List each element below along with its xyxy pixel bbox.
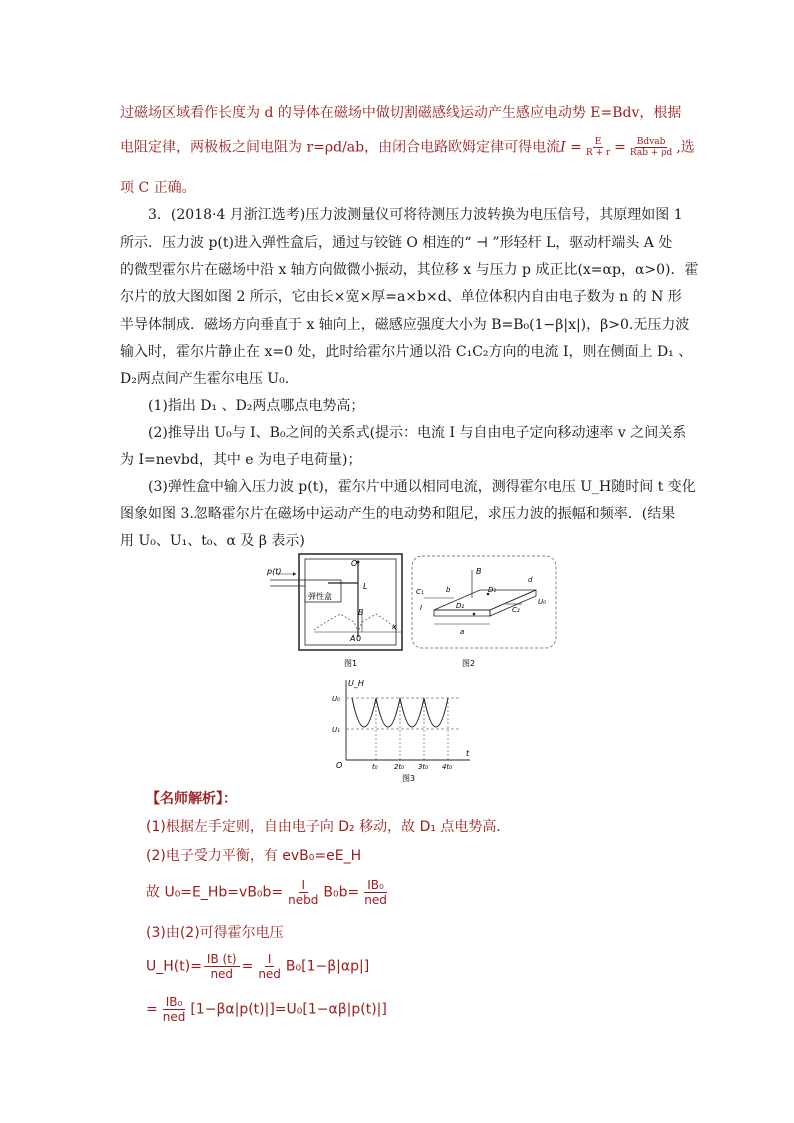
top-line-3: 项 C 正确。 bbox=[120, 180, 196, 196]
fraction-bdvab bbox=[628, 137, 674, 158]
fraction-den: nebd bbox=[288, 893, 319, 907]
answer-3-pre: 故 U₀=E_Hb=vB₀b= bbox=[146, 884, 284, 901]
fig3-caption: 图3 bbox=[402, 774, 416, 783]
fraction-ib0-over-ned-2 bbox=[160, 995, 189, 1024]
fraction-den: ned bbox=[364, 893, 387, 907]
question-2b: 为 I=nevbd，其中 e 为电子电荷量)； bbox=[120, 452, 362, 468]
fraction-num: Bdvab bbox=[636, 137, 666, 147]
equals-sign: = bbox=[241, 958, 254, 975]
fig1-x-label: x bbox=[392, 622, 397, 631]
fig1-zero-label: 0 bbox=[356, 634, 362, 643]
answer-1: (1)根据左手定则，自由电子向 D₂ 移动，故 D₁ 点电势高． bbox=[146, 819, 511, 835]
fraction-num: IB₀ bbox=[364, 878, 387, 893]
fraction-den: ned bbox=[258, 967, 281, 981]
top-line-2-eq: I = bbox=[560, 139, 582, 156]
fig2-U0-label: U₀ bbox=[538, 598, 546, 606]
fig2-C1-label: C₁ bbox=[416, 588, 424, 596]
fig3-tick-t0: t₀ bbox=[372, 763, 378, 771]
fraction-den: ned bbox=[210, 967, 234, 981]
fig2-dashed-frame bbox=[412, 556, 556, 648]
fraction-den: R + r bbox=[585, 148, 611, 158]
answer-6-pre: = bbox=[146, 1001, 158, 1018]
question-2a: (2)推导出 U₀与 I、B₀之间的关系式(提示：电流 I 与自由电子定向移动速率 v 之间关系 bbox=[148, 425, 687, 441]
fig3-origin-label: O bbox=[336, 761, 343, 770]
figure-1-2 bbox=[262, 552, 562, 670]
fig3-uh-label: U_H bbox=[348, 679, 364, 688]
fig2-C2-label: C₂ bbox=[512, 606, 520, 614]
problem-line-5: 半导体制成．磁场方向垂直于 x 轴向上，磁感应强度大小为 B=B₀(1−β|x|)，β>0.无压力波 bbox=[120, 317, 690, 333]
answer-4: (3)由(2)可得霍尔电压 bbox=[146, 925, 284, 941]
top-line-2-text: 电阻定律，两极板之间电阻为 r=ρd/ab，由闭合电路欧姆定律可得电流 bbox=[120, 139, 561, 156]
fig1-A-label: A bbox=[350, 634, 356, 643]
fig1-pt-label: p(t) bbox=[267, 567, 282, 576]
fig2-B-label: B bbox=[476, 567, 482, 576]
fig3-tick-4t0: 4t₀ bbox=[442, 763, 453, 771]
fig1-L-label: L bbox=[363, 582, 368, 591]
fig2-b-label: b bbox=[446, 586, 451, 594]
answer-5-post: B₀[1−β|αp|] bbox=[285, 958, 370, 975]
answer-5 bbox=[146, 952, 706, 981]
fraction-num: I bbox=[299, 878, 309, 893]
problem-line-2: 所示．压力波 p(t)进入弹性盒后，通过与铰链 O 相连的“ ⊣ ”形轻杆 L，驱动杆端头 A 处 bbox=[120, 235, 673, 251]
fig2-plate-front bbox=[434, 610, 490, 616]
fig1-dashed-field bbox=[314, 614, 396, 632]
fraction-e-over-r bbox=[584, 137, 612, 158]
fig2-I-label: I bbox=[420, 604, 423, 612]
figure-3-graph bbox=[326, 676, 476, 784]
fraction-num: IB (t) bbox=[204, 952, 240, 967]
answer-3-mid: B₀b= bbox=[323, 884, 360, 901]
top-line-2-tail: ,选 bbox=[676, 139, 695, 156]
fig2-D1-label: D₁ bbox=[488, 586, 497, 594]
fig1-B-label: B bbox=[358, 608, 364, 617]
fraction-ib0-over-ned bbox=[361, 878, 390, 907]
fraction-num: E bbox=[594, 137, 602, 147]
fraction-num: IB₀ bbox=[163, 995, 186, 1010]
answer-3 bbox=[146, 878, 706, 907]
fig1-O-label: O bbox=[351, 559, 358, 568]
answer-6 bbox=[146, 995, 706, 1024]
problem-line-6: 输入时，霍尔片静止在 x=0 处，此时给霍尔片通以沿 C₁C₂方向的电流 I，则在侧面上 D₁ 、 bbox=[120, 344, 693, 360]
question-3c: 用 U₀、U₁、t₀、α 及 β 表示) bbox=[120, 533, 305, 549]
question-3b: 图象如图 3.忽略霍尔片在磁场中运动产生的电动势和阻尼，求压力波的振幅和频率．(结果 bbox=[120, 506, 676, 522]
problem-line-3: 的微型霍尔片在磁场中沿 x 轴方向做微小振动，其位移 x 与压力 p 成正比(x=αp，α>0)．霍 bbox=[120, 262, 699, 278]
fig1-box-label: 弹性盒 bbox=[308, 592, 332, 601]
fig2-d-label: d bbox=[528, 576, 533, 584]
fraction-i-over-ned bbox=[255, 952, 284, 981]
fig2-D2-point bbox=[473, 613, 476, 616]
answer-2: (2)电子受力平衡，有 evB₀=eE_H bbox=[146, 848, 362, 864]
equals-sign: = bbox=[614, 139, 626, 156]
problem-line-1: 3．(2018·4 月浙江选考)压力波测量仪可将待测压力波转换为电压信号，其原理如图 1 bbox=[148, 207, 683, 223]
fig2-a-label: a bbox=[460, 628, 465, 636]
fraction-den: ned bbox=[162, 1010, 186, 1024]
fig2-D2-label: D₂ bbox=[456, 602, 465, 610]
problem-line-4: 尔片的放大图如图 2 所示，它由长×宽×厚=a×b×d、单位体积内自由电子数为 n 的 N 形 bbox=[120, 289, 682, 305]
fig3-tick-3t0: 3t₀ bbox=[418, 763, 429, 771]
fig1-caption: 图1 bbox=[344, 659, 358, 668]
top-line-1: 过磁场区域看作长度为 d 的导体在磁场中做切割磁感线运动产生感应电动势 E=Bdv，根据 bbox=[120, 105, 682, 121]
fig3-tick-2t0: 2t₀ bbox=[394, 763, 405, 771]
fig3-t-label: t bbox=[466, 749, 470, 758]
fig2-caption: 图2 bbox=[462, 659, 476, 668]
question-3a: (3)弹性盒中输入压力波 p(t)，霍尔片中通以相同电流，测得霍尔电压 U_H随时间 t 变化 bbox=[148, 479, 696, 495]
answer-6-post: [1−βα|p(t)|]=U₀[1−αβ|p(t)|] bbox=[190, 1001, 387, 1018]
fraction-num: I bbox=[265, 952, 275, 967]
answer-5-pre: U_H(t)= bbox=[146, 958, 202, 975]
fig3-u1-label: U₁ bbox=[332, 726, 340, 734]
answer-header: 【名师解析】： bbox=[146, 791, 237, 807]
problem-line-7: D₂两点间产生霍尔电压 U₀. bbox=[120, 371, 290, 387]
fraction-den: Rab + ρd bbox=[629, 148, 673, 158]
top-line-2 bbox=[120, 137, 695, 158]
question-1: (1)指出 D₁ 、D₂两点哪点电势高； bbox=[148, 398, 365, 414]
fraction-ibt-over-ned bbox=[204, 952, 240, 981]
fig3-u0-label: U₀ bbox=[332, 695, 340, 703]
fraction-i-over-nebd bbox=[285, 878, 321, 907]
